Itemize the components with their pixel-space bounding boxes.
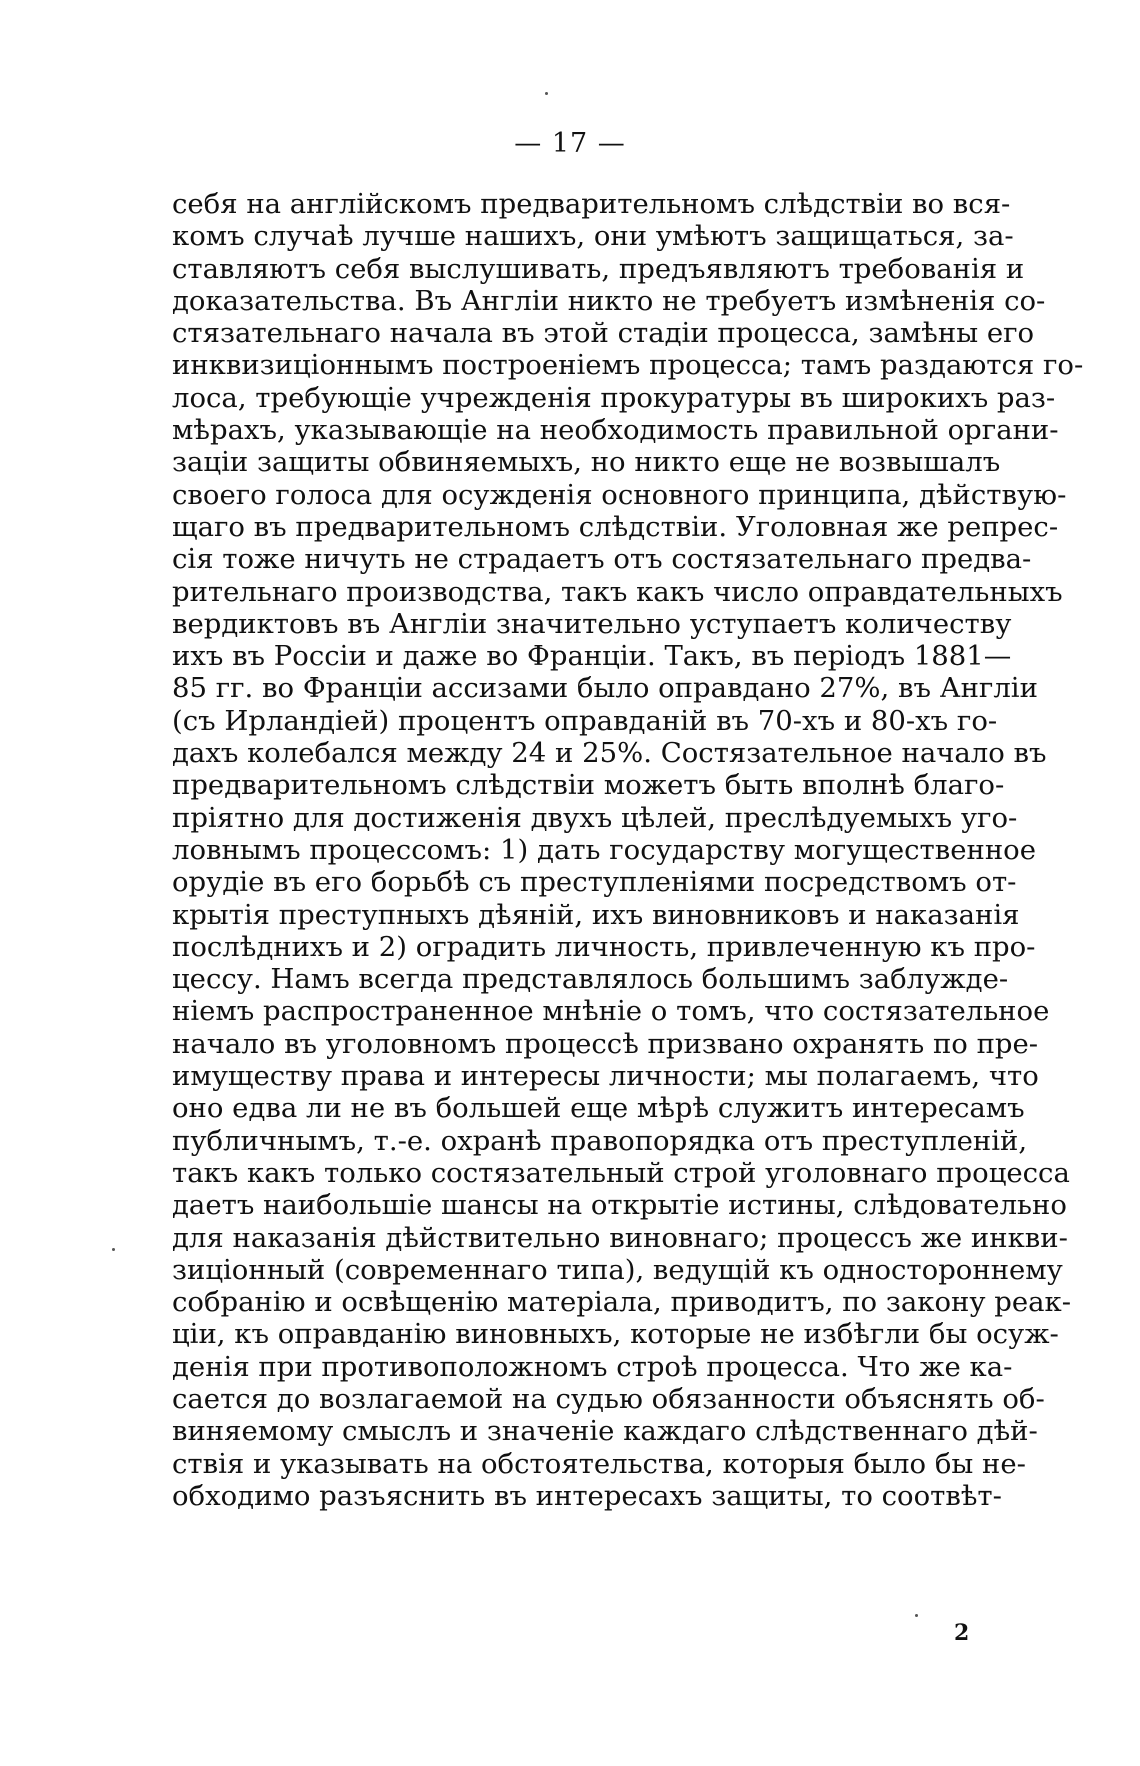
- text-line: сается до возлагаемой на судью обязанности объяснять об-: [172, 1382, 1045, 1415]
- text-line: ловнымъ процессомъ: 1) дать государству могущественное: [172, 833, 1037, 866]
- text-line: послѣднихъ и 2) оградить личность, привлеченную къ про-: [172, 930, 1036, 963]
- text-line: для наказанія дѣйствительно виновнаго; процессъ же инкви-: [172, 1221, 1068, 1254]
- body-text: [172, 188, 1084, 1512]
- text-line: денія при противоположномъ строѣ процесса. Что же ка-: [172, 1350, 1013, 1383]
- text-line: вердиктовъ въ Англіи значительно уступаетъ количеству: [172, 607, 1012, 640]
- text-line: комъ случаѣ лучше нашихъ, они умѣютъ защищаться, за-: [172, 220, 1014, 253]
- text-line: публичнымъ, т.-е. охранѣ правопорядка отъ преступленій,: [172, 1124, 1028, 1157]
- text-line: дахъ колебался между 24 и 25%. Состязательное начало въ: [172, 737, 1047, 770]
- text-line: обходимо разъяснить въ интересахъ защиты, то соотвѣт-: [172, 1479, 1002, 1512]
- text-line: пріятно для достиженія двухъ цѣлей, преслѣдуемыхъ уго-: [172, 801, 1018, 834]
- print-speck: [112, 1248, 115, 1251]
- text-line: своего голоса для осужденія основного принципа, дѣйствую-: [172, 478, 1067, 511]
- text-line: оно едва ли не въ большей еще мѣрѣ служитъ интересамъ: [172, 1092, 1025, 1125]
- text-line: себя на англійскомъ предварительномъ слѣдствіи во вся-: [172, 188, 1011, 220]
- text-line: ихъ въ Россіи и даже во Франціи. Такъ, въ періодъ 1881—: [172, 640, 1012, 673]
- text-line: ніемъ распространенное мнѣніе о томъ, что состязательное: [172, 995, 1050, 1028]
- text-line: ставляютъ себя выслушивать, предъявляютъ требованія и: [172, 252, 1025, 285]
- text-line: сія тоже ничуть не страдаетъ отъ состязательнаго предва-: [172, 543, 1032, 576]
- print-speck: [545, 92, 548, 95]
- text-line: 85 гг. во Франціи ассизами было оправдано 27%, въ Англіи: [172, 672, 1038, 705]
- text-line: виняемому смыслъ и значеніе каждаго слѣдственнаго дѣй-: [172, 1415, 1038, 1448]
- text-line: инквизиціоннымъ построеніемъ процесса; тамъ раздаются го-: [172, 349, 1084, 382]
- text-line: начало въ уголовномъ процессѣ призвано охранять по пре-: [172, 1027, 1039, 1060]
- text-line: мѣрахъ, указывающіе на необходимость правильной органи-: [172, 414, 1059, 447]
- text-line: такъ какъ только состязательный строй уголовнаго процесса: [172, 1156, 1070, 1189]
- text-line: щаго въ предварительномъ слѣдствіи. Уголовная же репрес-: [172, 510, 1059, 543]
- text-line: ціи, къ оправданію виновныхъ, которые не избѣгли бы осуж-: [172, 1318, 1059, 1351]
- text-line: лоса, требующіе учрежденія прокуратуры въ широкихъ раз-: [172, 381, 1056, 414]
- text-line: крытія преступныхъ дѣяній, ихъ виновниковъ и наказанія: [172, 898, 1020, 931]
- page-number: — 17 —: [514, 128, 626, 159]
- print-speck: [915, 1614, 918, 1617]
- text-line: заціи защиты обвиняемыхъ, но никто еще не возвышалъ: [172, 446, 1001, 479]
- text-line: собранію и освѣщенію матеріала, приводитъ, по закону реак-: [172, 1286, 1072, 1319]
- text-line: даетъ наибольшіе шансы на открытіе истины, слѣдовательно: [172, 1189, 1067, 1222]
- text-line: (съ Ирландіей) процентъ оправданій въ 70-хъ и 80-хъ го-: [172, 704, 998, 737]
- text-line: ствія и указывать на обстоятельства, которыя было бы не-: [172, 1447, 1026, 1480]
- text-line: имуществу права и интересы личности; мы полагаемъ, что: [172, 1060, 1039, 1093]
- text-line: доказательства. Въ Англіи никто не требуетъ измѣненія со-: [172, 284, 1046, 317]
- text-line: предварительномъ слѣдствіи можетъ быть вполнѣ благо-: [172, 769, 1005, 802]
- text-line: зиціонный (современнаго типа), ведущій къ одностороннему: [172, 1253, 1063, 1286]
- text-line: цессу. Намъ всегда представлялось большимъ заблужде-: [172, 963, 1009, 996]
- signature-mark: 2: [954, 1620, 970, 1646]
- text-line: орудіе въ его борьбѣ съ преступленіями посредствомъ от-: [172, 866, 1017, 899]
- text-line: стязательнаго начала въ этой стадіи процесса, замѣны его: [172, 317, 1035, 350]
- text-line: рительнаго производства, такъ какъ число оправдательныхъ: [172, 575, 1063, 608]
